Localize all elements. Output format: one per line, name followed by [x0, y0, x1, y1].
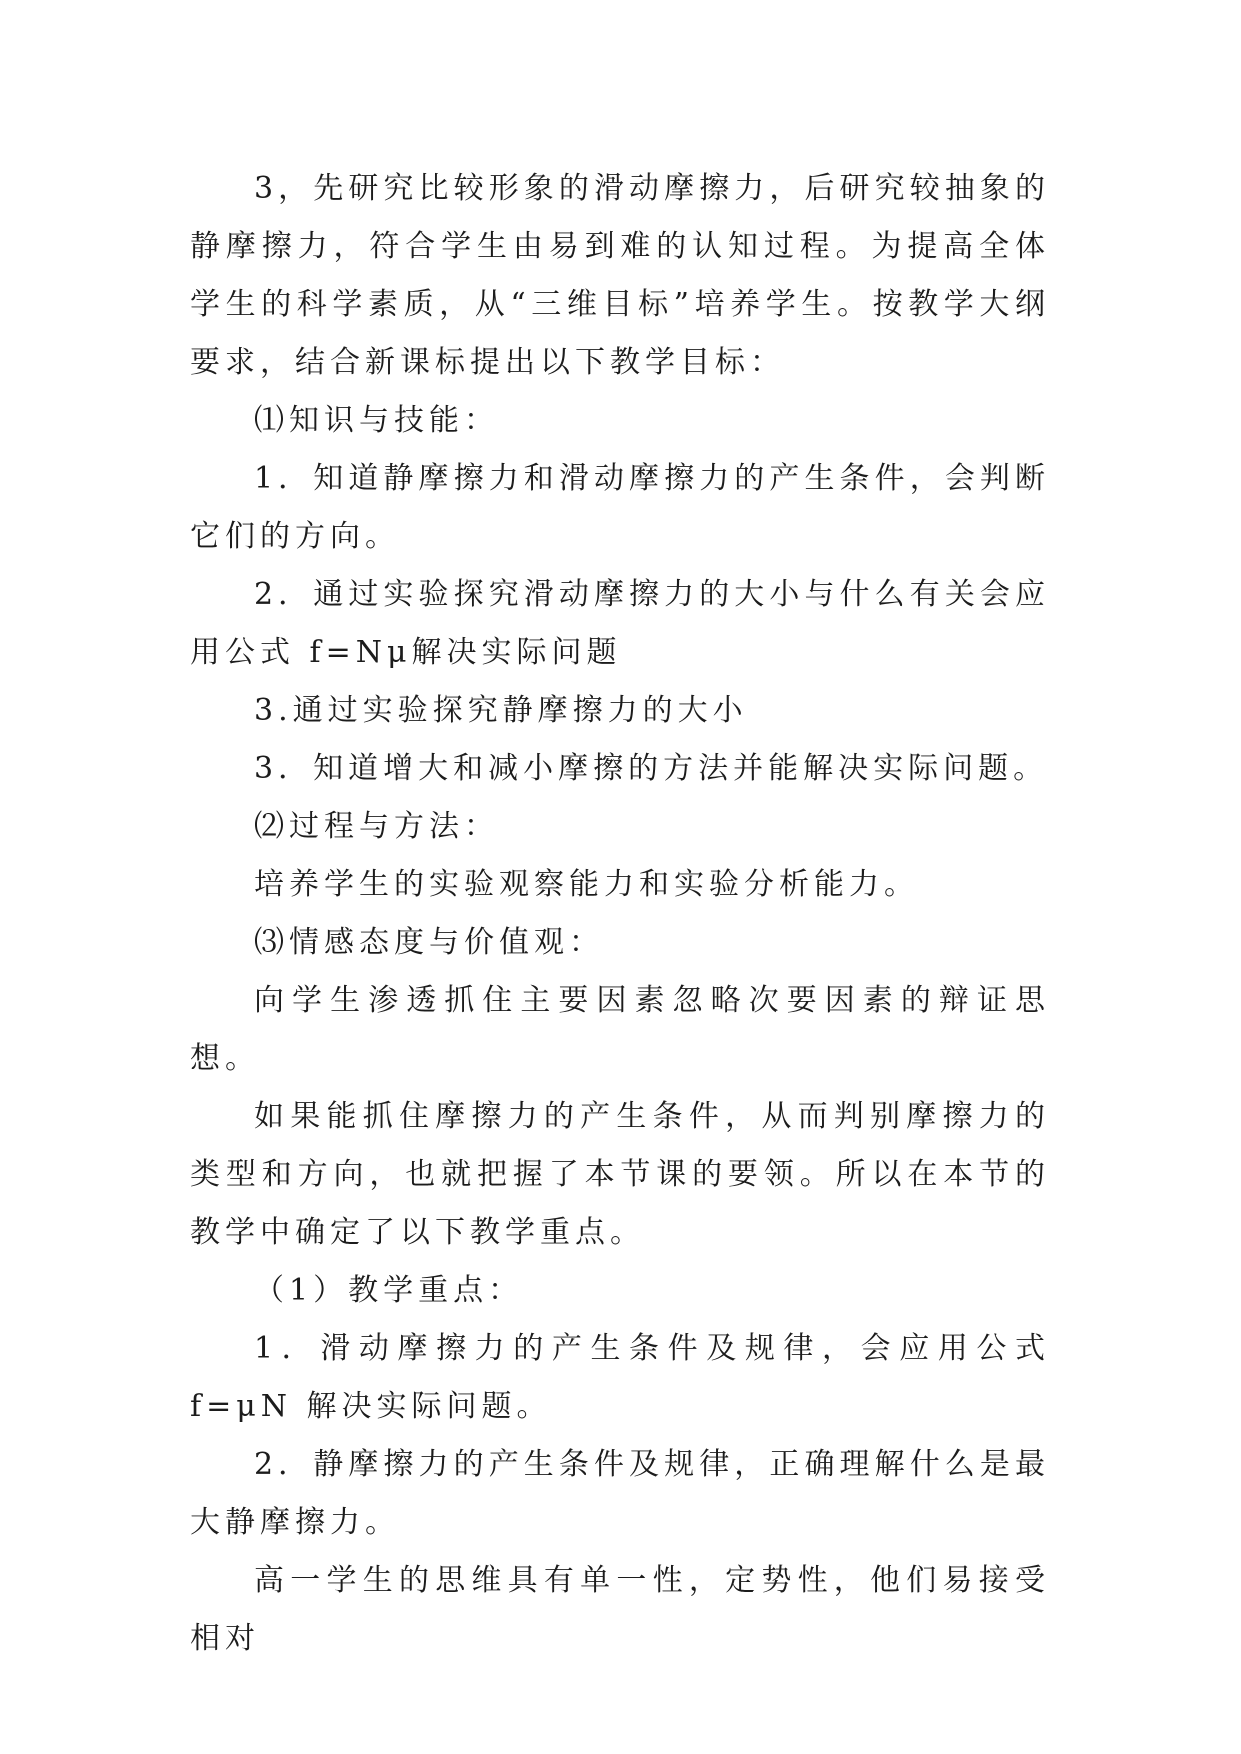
goal-item-1: 1．知道静摩擦力和滑动摩擦力的产生条件，会判断它们的方向。 — [190, 461, 1050, 554]
key-point-item-2: 2．静摩擦力的产生条件及规律，正确理解什么是最大静摩擦力。 — [190, 1447, 1050, 1540]
heading-attitude-values: ⑶情感态度与价值观： — [254, 925, 604, 960]
heading-knowledge-skills: ⑴知识与技能： — [254, 403, 499, 438]
attitude-values-text: 向学生渗透抓住主要因素忽略次要因素的辩证思想。 — [190, 983, 1050, 1076]
heading-teaching-key-points: （1）教学重点： — [254, 1273, 524, 1308]
key-point-item-1: 1．滑动摩擦力的产生条件及规律，会应用公式 f=μN 解决实际问题。 — [190, 1331, 1050, 1424]
goal-item-2: 2．通过实验探究滑动摩擦力的大小与什么有关会应用公式 f=Nμ解决实际问题 — [190, 577, 1050, 670]
goal-item-3a: 3.通过实验探究静摩擦力的大小 — [254, 693, 748, 728]
paragraph-intro: 3，先研究比较形象的滑动摩擦力，后研究较抽象的静摩擦力，符合学生由易到难的认知过程。为提高全体学生的科学素质，从“三维目标”培养学生。按教学大纲要求，结合新课标提出以下教学目标： — [190, 171, 1050, 380]
paragraph-key-points-intro: 如果能抓住摩擦力的产生条件，从而判别摩擦力的类型和方向，也就把握了本节课的要领。所以在本节的教学中确定了以下教学重点。 — [190, 1099, 1050, 1250]
goal-item-3b: 3．知道增大和减小摩擦的方法并能解决实际问题。 — [254, 751, 1049, 786]
process-method-text: 培养学生的实验观察能力和实验分析能力。 — [254, 867, 919, 902]
document-body — [190, 160, 1050, 1668]
heading-process-method: ⑵过程与方法： — [254, 809, 499, 844]
paragraph-student-analysis: 高一学生的思维具有单一性，定势性，他们易接受相对 — [190, 1563, 1050, 1656]
